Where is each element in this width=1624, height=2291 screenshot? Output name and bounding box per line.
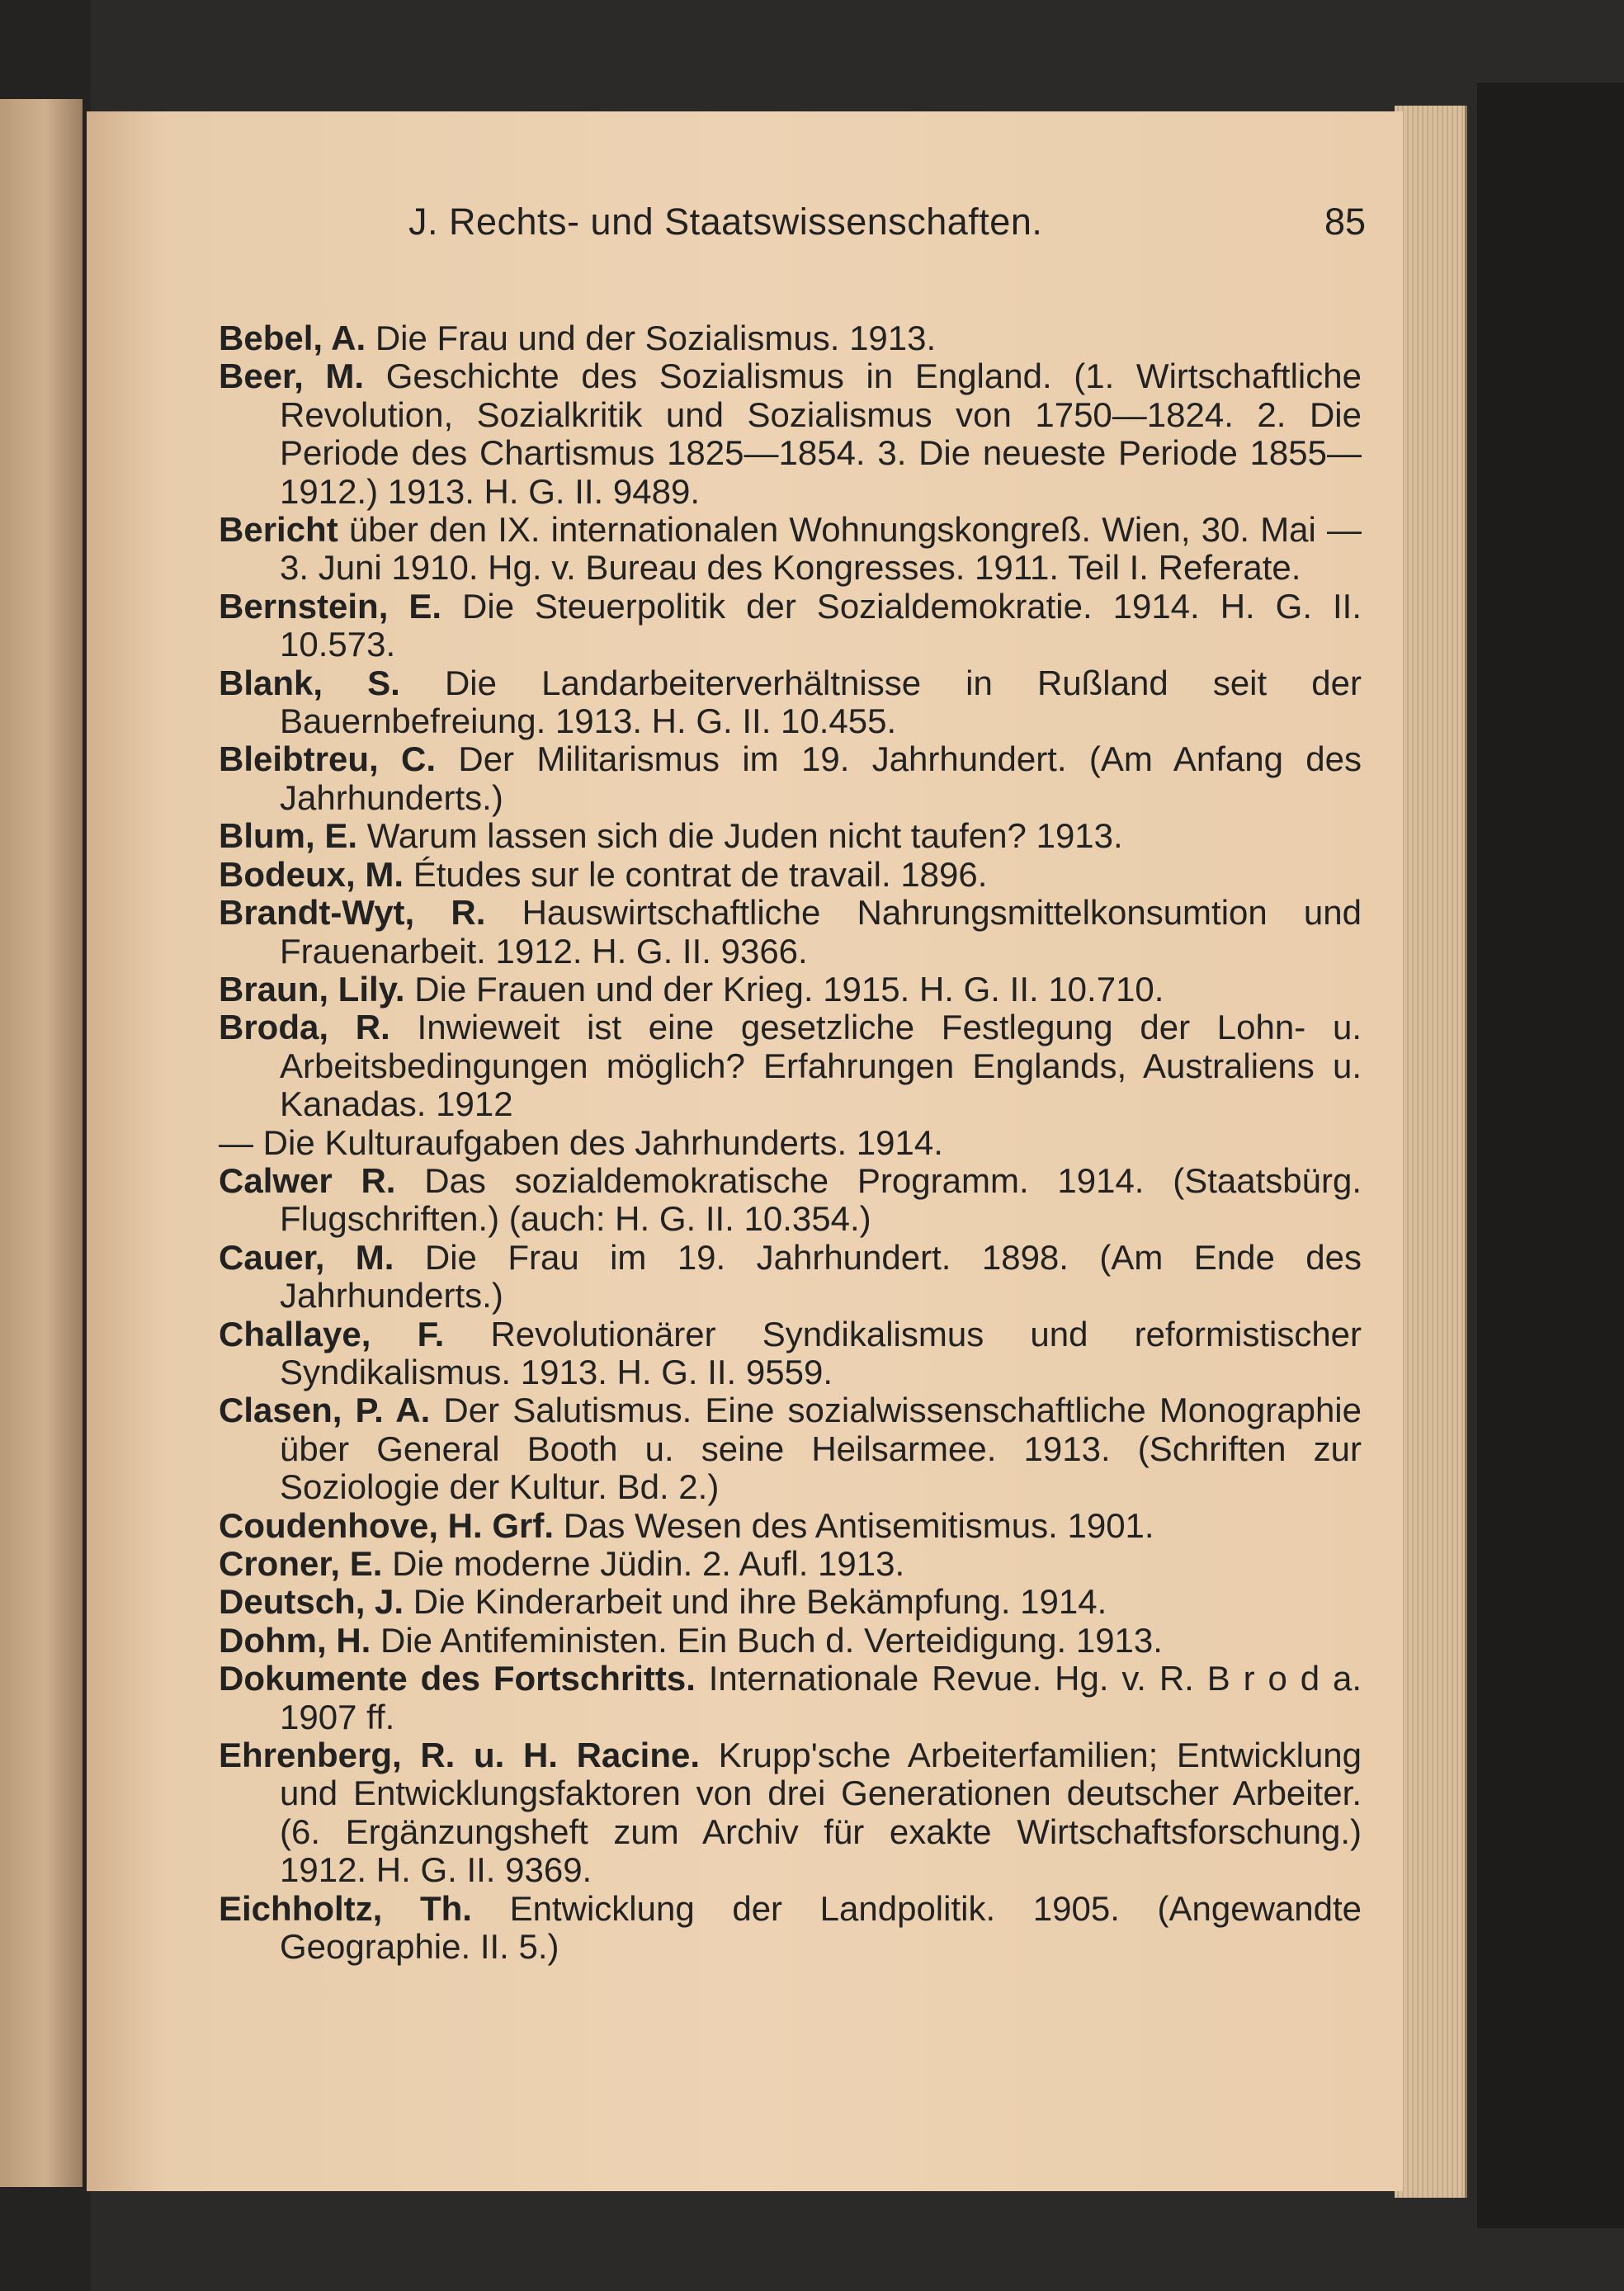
bibliography-entry (219, 1622, 1362, 1660)
entry-text: Die Frau und der Sozialismus. 1913. (375, 319, 937, 357)
entry-text: Hauswirtschaftliche Nahrungsmittelkonsumtion und Frauenarbeit. 1912. H. G. II. 9366. (280, 893, 1362, 971)
entry-author: Clasen, P. A. (219, 1391, 431, 1430)
entry-author: Dokumente des Fortschritts. (219, 1659, 696, 1698)
bibliography-entry (219, 894, 1362, 971)
entry-text: Die Kinderarbeit und ihre Bekämpfung. 1914. (413, 1582, 1107, 1622)
entry-author: Ehrenberg, R. u. H. Racine. (219, 1736, 701, 1775)
running-head: J. Rechts- und Staatswissenschaften. (408, 201, 1043, 243)
page-edges (1395, 106, 1467, 2198)
page-header (408, 201, 1366, 250)
bibliography-entry (219, 1736, 1362, 1890)
bibliography-entry (219, 817, 1362, 855)
entry-text: Études sur le contrat de travail. 1896. (413, 854, 988, 894)
bibliography-entry (219, 1009, 1362, 1123)
bibliography-entry (219, 1890, 1362, 1967)
entry-text: Die Kulturaufgaben des Jahrhunderts. 1914. (262, 1122, 943, 1162)
bibliography-entry (219, 1391, 1362, 1506)
bibliography-entry (219, 740, 1362, 817)
entry-author: Bebel, A. (219, 319, 366, 357)
entry-text: Das Wesen des Antisemitismus. 1901. (563, 1505, 1154, 1545)
entry-text: Inwieweit ist eine gesetzliche Festlegung der Lohn- u. Arbeitsbedingungen möglich? Erfahrungen Englands, Australiens u. Kanadas. 1912 (280, 1008, 1362, 1124)
bibliography-entry (219, 1124, 1362, 1162)
entry-author: Bernstein, E. (219, 586, 442, 626)
entry-text: Die moderne Jüdin. 2. Aufl. 1913. (392, 1544, 905, 1583)
entry-text: Entwicklung der Landpolitik. 1905. (Angewandte Geographie. II. 5.) (280, 1888, 1362, 1967)
entry-author: Beer, M. (219, 357, 365, 396)
entry-text: Der Salutismus. Eine sozialwissenschaftliche Monographie über General Booth u. seine Heilsarmee. 1913. (Schriften zur Soziologie der Kultur. Bd. 2.) (280, 1391, 1362, 1507)
entry-text: Revolutionärer Syndikalismus und reformistischer Syndikalismus. 1913. H. G. II. 9559. (280, 1314, 1362, 1391)
entry-text: Die Frauen und der Krieg. 1915. H. G. II. 10.710. (414, 969, 1164, 1009)
entry-text: Das sozialdemokratische Programm. 1914. (Staatsbürg. Flugschriften.) (auch: H. G. II. 10.354.) (280, 1160, 1362, 1239)
entry-author: Brandt-Wyt, R. (219, 893, 486, 933)
book-cover-right (1477, 83, 1624, 2228)
entry-author: Cauer, M. (219, 1237, 394, 1277)
bibliography-entry (219, 971, 1362, 1009)
bibliography-entry (219, 319, 1362, 357)
entry-author: Coudenhove, H. Grf. (219, 1505, 555, 1545)
entry-text: Die Frau im 19. Jahrhundert. 1898. (Am Ende des Jahrhunderts.) (280, 1237, 1362, 1316)
entry-author: Eichholtz, Th. (219, 1888, 472, 1928)
bibliography-entry (219, 511, 1362, 588)
bibliography-entry (219, 357, 1362, 511)
entry-author: Bericht (219, 510, 338, 550)
bibliography-entry (219, 588, 1362, 664)
entry-text: Krupp'sche Arbeiterfamilien; Entwicklung und Entwicklungsfaktoren von drei Generationen deutscher Arbeiter. (6. Ergänzungsheft zum Archiv für exakte Wirtschaftsforschung.) 1912. H. G. II. 9369. (280, 1736, 1362, 1890)
bibliography-entry (219, 1660, 1362, 1736)
bibliography-entry (219, 1162, 1362, 1239)
entry-author: Blum, E. (219, 816, 358, 856)
entry-author: Deutsch, J. (219, 1582, 404, 1622)
entry-author: Blank, S. (219, 663, 400, 702)
entry-text: über den IX. internationalen Wohnungskongreß. Wien, 30. Mai — 3. Juni 1910. Hg. v. Bureau des Kongresses. 1911. Teil I. Referate. (280, 510, 1362, 588)
entry-author: Braun, Lily. (219, 969, 405, 1009)
entry-author: Challaye, F. (219, 1314, 445, 1353)
entry-text: Warum lassen sich die Juden nicht taufen? 1913. (366, 816, 1123, 856)
entry-text: Die Steuerpolitik der Sozialdemokratie. 1914. H. G. II. 10.573. (280, 586, 1362, 664)
bibliography-entry (219, 1316, 1362, 1392)
bibliography-entry (219, 664, 1362, 741)
book-page (87, 111, 1403, 2191)
entry-author: — (219, 1122, 253, 1162)
entry-author: Broda, R. (219, 1008, 390, 1047)
entry-author: Dohm, H. (219, 1620, 371, 1660)
entry-text: Der Militarismus im 19. Jahrhundert. (Am Anfang des Jahrhunderts.) (280, 739, 1362, 817)
entry-author: Croner, E. (219, 1544, 383, 1583)
entry-text: Geschichte des Sozialismus in England. (1. Wirtschaftliche Revolution, Sozialkritik und Sozialismus von 1750—1824. 2. Die Periode des Chartismus 1825—1854. 3. Die neueste Periode 1855—1912.) 1913. H. G. II. 9489. (280, 357, 1362, 511)
bibliography-entry (219, 1239, 1362, 1316)
page-number: 85 (1324, 201, 1366, 243)
left-page-edge (0, 99, 83, 2187)
entry-author: Bleibtreu, C. (219, 739, 437, 779)
bibliography-entry (219, 1507, 1362, 1545)
entry-text: Internationale Revue. Hg. v. R. B r o d a. 1907 ff. (280, 1659, 1362, 1736)
entry-text: Die Antifeministen. Ein Buch d. Verteidigung. 1913. (380, 1620, 1163, 1660)
entry-text: Die Landarbeiterverhältnisse in Rußland seit der Bauernbefreiung. 1913. H. G. II. 10.455. (280, 663, 1362, 741)
entry-author: Calwer R. (219, 1160, 396, 1200)
bibliography-entry (219, 856, 1362, 894)
bibliography-entry (219, 1583, 1362, 1621)
bibliography-entry (219, 1545, 1362, 1583)
entry-author: Bodeux, M. (219, 854, 404, 894)
bibliography-list (219, 319, 1362, 1966)
